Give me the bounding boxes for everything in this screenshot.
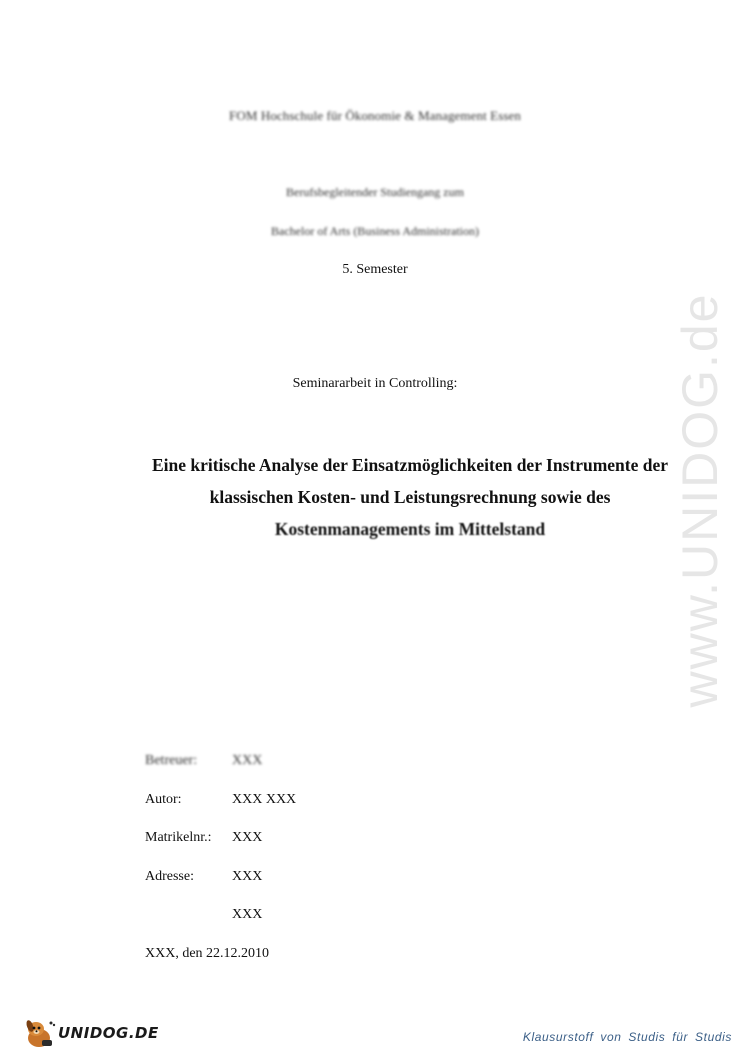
watermark: www.UNIDOG.de (672, 292, 728, 708)
unidog-logo (22, 1016, 159, 1050)
adresse-value-2: XXX (232, 907, 263, 922)
betreuer-value: XXX (232, 753, 263, 768)
meta-row-adresse (145, 869, 262, 885)
matrikel-value: XXX (232, 830, 263, 845)
paper-title-line-2: klassischen Kosten- und Leistungsrechnung sowie des (209, 487, 611, 507)
institution-name: FOM Hochschule für Ökonomie & Management Essen (229, 108, 521, 123)
dog-icon (22, 1016, 56, 1050)
matrikel-label: Matrikelnr.: (145, 830, 212, 845)
meta-row-adresse-2 (145, 907, 262, 923)
meta-row-autor (145, 792, 296, 808)
logo-text: UNIDOG.DE (58, 1024, 159, 1042)
autor-value: XXX XXX (232, 792, 297, 807)
semester: 5. Semester (342, 262, 408, 277)
adresse-value-1: XXX (232, 869, 263, 884)
paper-subtitle: Seminararbeit in Controlling: (292, 376, 458, 391)
meta-row-betreuer (145, 753, 262, 769)
paper-title-line-3: Kostenmanagements im Mittelstand (274, 519, 546, 539)
meta-row-matrikel (145, 830, 262, 846)
date-line: XXX, den 22.12.2010 (145, 946, 270, 961)
betreuer-label: Betreuer: (145, 753, 198, 768)
footer-tagline: Klausurstoff von Studis für Studis (522, 1030, 732, 1044)
program-line-2: Bachelor of Arts (Business Administration) (271, 224, 479, 238)
paper-title-line-1: Eine kritische Analyse der Einsatzmöglichkeiten der Instrumente der (151, 455, 669, 475)
adresse-label: Adresse: (145, 869, 194, 884)
program-line-1: Berufsbegleitender Studiengang zum (286, 185, 464, 199)
autor-label: Autor: (145, 792, 182, 807)
